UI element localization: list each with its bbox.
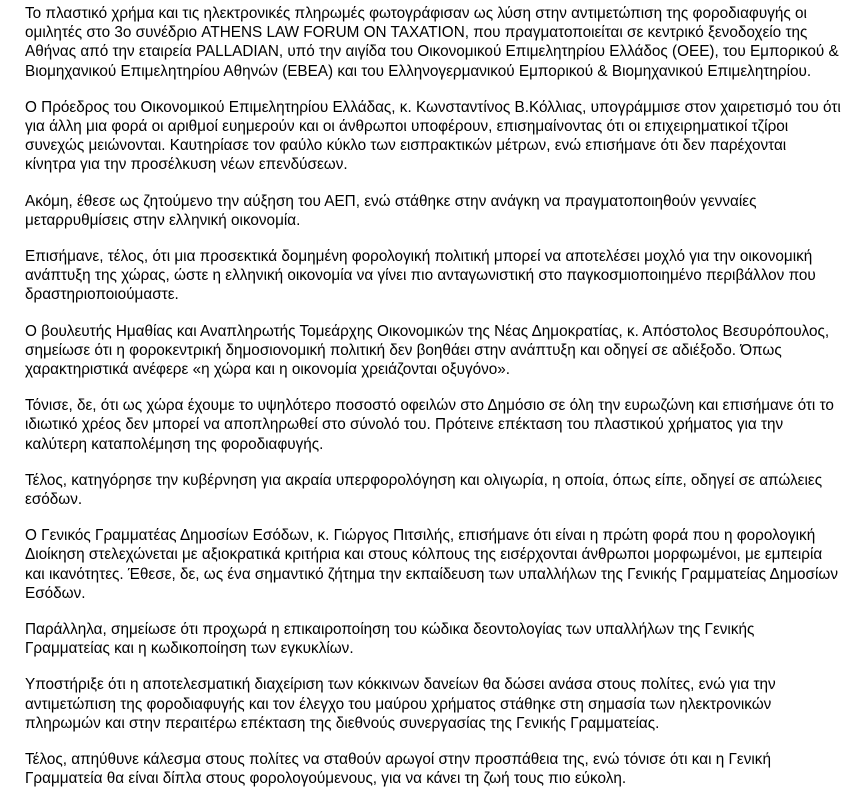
- paragraph: Ακόμη, έθεσε ως ζητούμενο την αύξηση του ΑΕΠ, ενώ στάθηκε στην ανάγκη να πραγματοποιηθούν γενναίες μεταρρυθμίσεις στην ελληνική οικονομία.: [25, 192, 757, 229]
- paragraph: Τέλος, κατηγόρησε την κυβέρνηση για ακραία υπερφορολόγηση και ολιγωρία, η οποία, όπως είπε, οδηγεί σε απώλειες εσόδων.: [25, 471, 823, 509]
- paragraph: Υποστήριξε ότι η αποτελεσματική διαχείριση των κόκκινων δανείων θα δώσει ανάσα στους πολίτες, ενώ για την αντιμετώπιση της φοροδιαφυγής και τον έλεγχο του μαύρου χρήματος στάθηκε στη σημασία των ηλεκτρονικών πληρωμών και στην περαιτέρω επέκταση της διεθνούς συνεργασίας της Γενικής Γραμματείας.: [25, 676, 776, 732]
- paragraph: Ο βουλευτής Ημαθίας και Αναπληρωτής Τομεάρχης Οικονομικών της Νέας Δημοκρατίας, κ. Απόστολος Βεσυρόπουλος, σημείωσε ότι η φοροκεντρική δημοσιονομική πολιτική δεν βοηθάει στην ανάπτυξη και οδηγεί σε αδιέξοδο. Όπως χαρακτηριστικά ανέφερε «η χώρα και η οικονομία χρειάζονται οξυγόνο».: [25, 322, 830, 379]
- paragraph: Παράλληλα, σημείωσε ότι προχωρά η επικαιροποίηση του κώδικα δεοντολογίας των υπαλλήλων της Γενικής Γραμματείας και η κωδικοποίηση των εγκυκλίων.: [25, 621, 755, 658]
- paragraph: Το πλαστικό χρήμα και τις ηλεκτρονικές πληρωμές φωτογράφισαν ως λύση στην αντιμετώπιση της φοροδιαφυγής οι ομιλητές στο 3ο συνέδριο ATHENS LAW FORUM ON TAXATION, που πραγματοποιείται σε κεντρικό ξενοδοχείο της Αθήνας από την εταιρεία PALLADIAN, υπό την αιγίδα του Οικονομικού Επιμελητηρίου Ελλάδος (ΟΕΕ), του Εμπορικού & Βιομηχανικού Επιμελητηρίου Αθηνών (ΕΒΕΑ) και του Ελληνογερμανικού Εμπορικού & Βιομηχανικού Επιμελητηρίου.: [25, 5, 839, 80]
- paragraph: Τέλος, απηύθυνε κάλεσμα στους πολίτες να σταθούν αρωγοί στην προσπάθεια της, ενώ τόνισε ότι και η Γενική Γραμματεία θα είναι δίπλα στους φορολογούμενους, για να κάνει τη ζωή τους πιο εύκολη.: [25, 751, 771, 788]
- paragraph: Ο Πρόεδρος του Οικονομικού Επιμελητηρίου Ελλάδας, κ. Κωνσταντίνος Β.Κόλλιας, υπογράμμισε στον χαιρετισμό του ότι για άλλη μια φορά οι αριθμοί ευημερούν και οι άνθρωποι υποφέρουν, επισημαίνοντας ότι οι επιχειρηματικοί τζίροι συνεχώς μειώνονται. Καυτηρίασε τον φαύλο κύκλο των εισπρακτικών μέτρων, ενώ επισήμανε ότι δεν παρέχονται κίνητρα για την προσέλκυση νέων επενδύσεων.: [25, 98, 841, 174]
- paragraph: Επισήμανε, τέλος, ότι μια προσεκτικά δομημένη φορολογική πολιτική μπορεί να αποτελέσει μοχλό για την οικονομική ανάπτυξη της χώρας, ώστε η ελληνική οικονομία να γίνει πιο ανταγωνιστική στο παγκοσμιοποιημένο περιβάλλον που δραστηριοποιούμαστε.: [25, 248, 816, 304]
- paragraph: Τόνισε, δε, ότι ως χώρα έχουμε το υψηλότερο ποσοστό οφειλών στο Δημόσιο σε όλη την ευρωζώνη και επισήμανε ότι το ιδιωτικό χρέος δεν μπορεί να αποπληρωθεί στο σύνολό του. Πρότεινε επέκταση του πλαστικού χρήματος για την καλύτερη καταπολέμηση της φοροδιαφυγής.: [25, 397, 834, 453]
- paragraph: Ο Γενικός Γραμματέας Δημοσίων Εσόδων, κ. Γιώργος Πιτσιλής, επισήμανε ότι είναι η πρώτη φορά που η φορολογική Διοίκηση στελεχώνεται με αξιοκρατικά κριτήρια και στους κόλπους της εισέρχονται άνθρωποι μορφωμένοι, με εμπειρία και ικανότητες. Έθεσε, δε, ως ένα σημαντικό ζήτημα την εκπαίδευση των υπαλλήλων της Γενικής Γραμματείας Δημοσίων Εσόδων.: [25, 527, 838, 602]
